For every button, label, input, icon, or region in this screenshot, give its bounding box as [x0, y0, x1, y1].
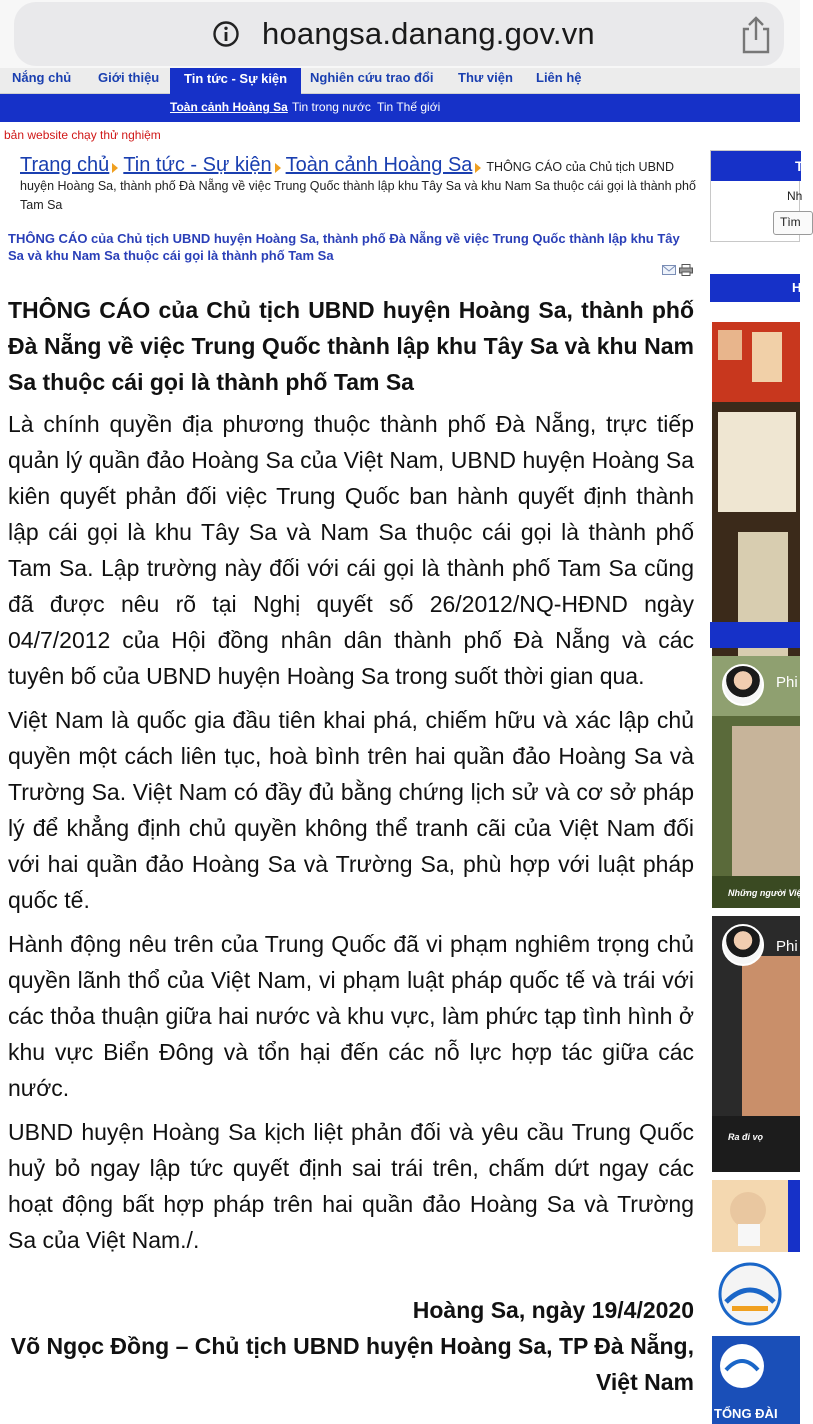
- trial-notice: bản website chạy thử nghiệm: [4, 128, 161, 142]
- sidebar-section-header: H: [710, 274, 800, 302]
- nav-item-research[interactable]: Nghiên cứu trao đổi: [310, 70, 434, 85]
- presenter-avatar: [722, 924, 764, 966]
- chevron-right-icon: [275, 163, 281, 173]
- nav-item-news[interactable]: Tin tức - Sự kiện: [170, 68, 301, 94]
- presenter-avatar: [722, 664, 764, 706]
- video-caption: Ra đi vọ: [728, 1132, 764, 1142]
- video-presenter-name: Phi: [776, 938, 798, 955]
- chevron-right-icon: [475, 163, 481, 173]
- signer: Võ Ngọc Đồng – Chủ tịch UBND huyện Hoàng Sa, TP Đà Nẵng, Việt Nam: [10, 1333, 694, 1395]
- video-caption: Những người Việ: [728, 888, 802, 898]
- article-paragraph: UBND huyện Hoàng Sa kịch liệt phản đối và yêu cầu Trung Quốc huỷ bỏ ngay lập tức quyết định sai trái trên, chấm dứt ngay các hoạt động bất hợp pháp trên hai quần đảo Hoàng Sa và Trường Sa của Việt Nam./.: [8, 1119, 694, 1253]
- nav-item-library[interactable]: Thư viện: [458, 70, 513, 85]
- sidebar-portrait-banner[interactable]: [712, 1180, 800, 1252]
- search-box-title: T: [795, 158, 804, 174]
- sub-nav: [0, 94, 800, 122]
- breadcrumb-current: THÔNG CÁO của Chủ tịch UBND huyện Hoàng Sa, thành phố Đà Nẵng về việc Trung Quốc thành lập khu Tây Sa và khu Nam Sa thuộc cái gọi là thành phố Tam Sa: [20, 160, 696, 212]
- hotline-label: TỔNG ĐÀI: [714, 1406, 778, 1421]
- url-text[interactable]: hoangsa.danang.gov.vn: [262, 16, 595, 51]
- search-button[interactable]: Tìm: [773, 211, 813, 235]
- print-icon[interactable]: [679, 264, 693, 276]
- search-box-header: [711, 151, 804, 181]
- article-title: THÔNG CÁO của Chủ tịch UBND huyện Hoàng Sa, thành phố Đà Nẵng về việc Trung Quốc thành lập khu Tây Sa và khu Nam Sa thuộc cái gọi là thành phố Tam Sa: [8, 297, 694, 395]
- breadcrumb-news[interactable]: Tin tức - Sự kiện: [123, 154, 272, 176]
- info-circle-icon[interactable]: [212, 20, 240, 48]
- search-box: [710, 150, 804, 242]
- breadcrumb: [20, 156, 702, 215]
- nav-item-home[interactable]: Nắng chủ: [12, 70, 72, 85]
- search-label: Nh: [787, 189, 803, 203]
- chevron-right-icon: [112, 163, 118, 173]
- email-icon[interactable]: [662, 264, 676, 276]
- article-paragraph: Hành động nêu trên của Trung Quốc đã vi phạm nghiêm trọng chủ quyền lãnh thổ của Việt Nam, vi phạm luật pháp quốc tế và trái với các thỏa thuận giữa hai nước và khu vực, làm phức tạp tình hình ở khu vực Biển Đông và tổn hại đến các nỗ lực hợp tác giữa các nước.: [8, 931, 694, 1101]
- main-nav: [0, 68, 800, 94]
- article-paragraph: Việt Nam là quốc gia đầu tiên khai phá, chiếm hữu và xác lập chủ quyền một cách liên tục, hoà bình trên hai quần đảo Hoàng Sa và Trường Sa. Việt Nam có đầy đủ bằng chứng lịch sử và cơ sở pháp lý để khẳng định chủ quyền không thể tranh cãi của Việt Nam đối với hai quần đảo Hoàng Sa và Trường Sa, phù hợp với luật pháp quốc tế.: [8, 707, 694, 913]
- nav-item-about[interactable]: Giới thiệu: [98, 70, 160, 85]
- breadcrumb-overview[interactable]: Toàn cảnh Hoàng Sa: [285, 154, 473, 176]
- breadcrumb-home[interactable]: Trang chủ: [20, 154, 110, 176]
- danang-logo-icon[interactable]: [712, 1258, 800, 1330]
- article-paragraph: Là chính quyền địa phương thuộc thành phố Đà Nẵng, trực tiếp quản lý quần đảo Hoàng Sa của Việt Nam, UBND huyện Hoàng Sa kiên quyết phản đối việc Trung Quốc ban hành quyết định thành lập cái gọi là khu Tây Sa và Nam Sa thuộc cái gọi là thành phố Tam Sa. Lập trường này đối với cái gọi là thành phố Tam Sa cũng đã được nêu rõ tại Nghị quyết số 26/2012/NQ-HĐND ngày 04/7/2012 của Hội đồng nhân dân thành phố Đà Nẵng và các tuyên bố của UBND huyện Hoàng Sa trong suốt thời gian qua.: [8, 411, 694, 689]
- subnav-item-overview[interactable]: Toàn cảnh Hoàng Sa: [170, 100, 288, 114]
- sidebar: [710, 150, 804, 1424]
- place-date: Hoàng Sa, ngày 19/4/2020: [412, 1297, 694, 1323]
- subnav-item-world[interactable]: Tin Thế giới: [377, 100, 441, 114]
- article-signoff: [8, 1292, 694, 1400]
- subnav-item-domestic[interactable]: Tin trong nước: [292, 100, 371, 114]
- sidebar-section-header-2: [710, 622, 800, 648]
- article-summary: THÔNG CÁO của Chủ tịch UBND huyện Hoàng Sa, thành phố Đà Nẵng về việc Trung Quốc thành lập khu Tây Sa và khu Nam Sa thuộc cái gọi là thành phố Tam Sa: [8, 231, 680, 263]
- article-tools: [662, 264, 696, 278]
- video-presenter-name: Phi: [776, 674, 798, 691]
- browser-toolbar: [0, 0, 800, 76]
- nav-item-contact[interactable]: Liên hệ: [536, 70, 582, 85]
- address-bar[interactable]: [14, 2, 784, 66]
- article-body: [8, 406, 694, 1266]
- share-icon[interactable]: [738, 14, 774, 56]
